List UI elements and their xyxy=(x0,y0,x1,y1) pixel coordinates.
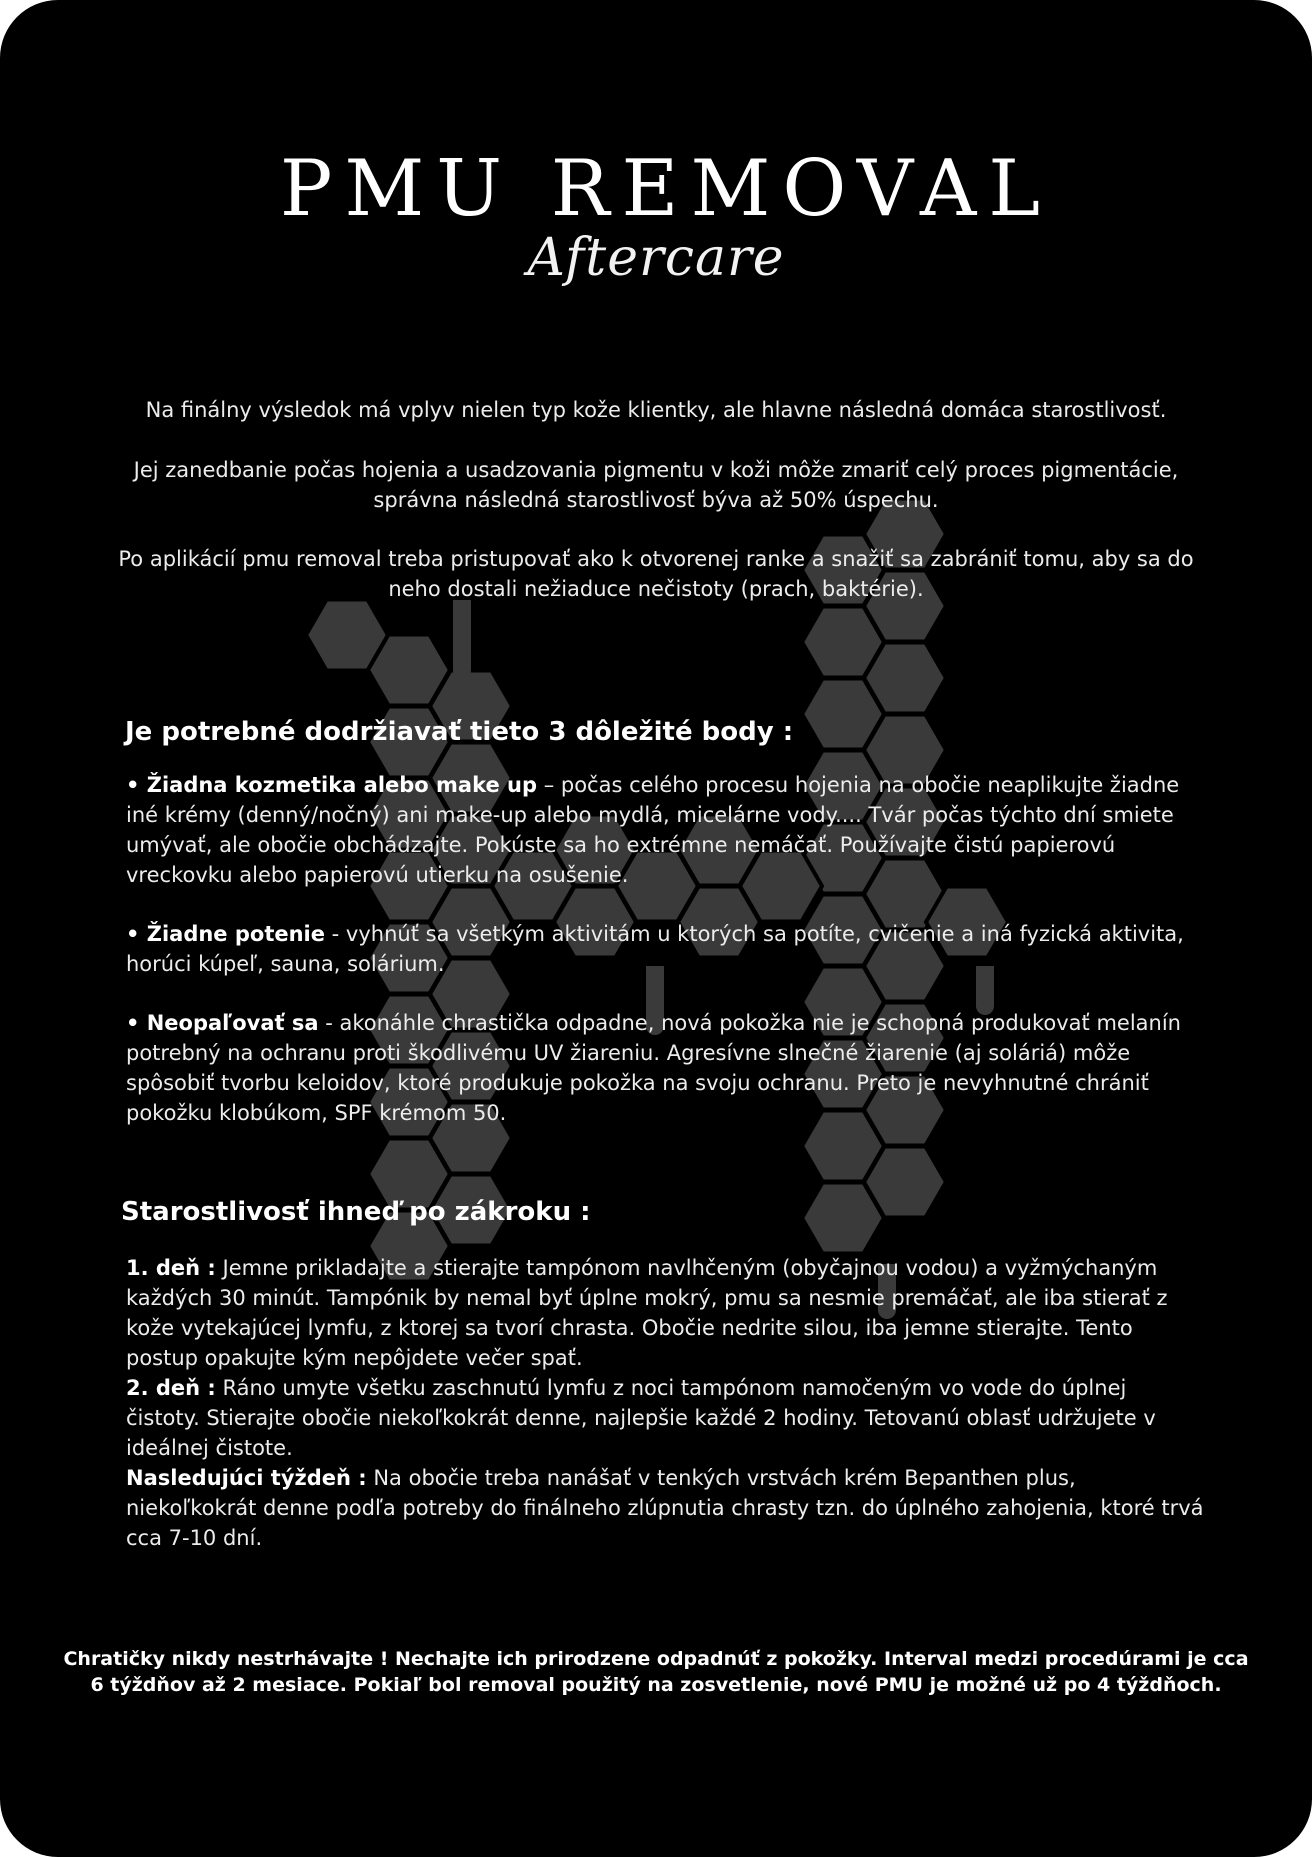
footer-note: Chratičky nikdy nestrhávajte ! Nechajte ich prirodzene odpadnúť z pokožky. Interval medzi procedúrami je cca 6 týždňov až 2 mesiace. Pokiaľ bol removal použitý na zosvetlenie, nové PMU je možné už po 4 týždňoch. xyxy=(63,1648,1249,1696)
intro-paragraph-2: Jej zanedbanie počas hojenia a usadzovania pigmentu v koži môže zmariť celý proces pigmentácie, správna následná starostlivosť býva až 50% úspechu. xyxy=(133,458,1179,512)
care-day-title: 1. deň : xyxy=(126,1256,216,1280)
honey-drip xyxy=(453,600,471,679)
care-day-text: Na obočie treba nanášať v tenkých vrstvách krém Bepanthen plus, niekoľkokrát denne podľa potreby do finálneho zlúpnutia chrasty tzn. do úplného zahojenia, ktoré trvá cca 7-10 dní. xyxy=(126,1466,1204,1550)
rule-title: • Žiadne potenie xyxy=(126,922,325,946)
rule-title: • Žiadna kozmetika alebo make up xyxy=(126,773,538,797)
intro-paragraph-1: Na finálny výsledok má vplyv nielen typ kože klientky, ale hlavne následná domáca starostlivosť. xyxy=(145,398,1167,422)
rule-text: – počas celého procesu hojenia na obočie neaplikujte žiadne iné krémy (denný/nočný) ani make-up alebo mydlá, micelárne vody.... Tvár počas týchto dní smiete umývať, ale obočie obchádzajte. Pokúste sa ho extrémne nemáčať. Používajte čistú papierovú vreckovku alebo papierovú utierku na osušenie. xyxy=(126,773,1180,887)
rule-text: - akonáhle chrastička odpadne, nová pokožka nie je schopná produkovať melanín potrebný na ochranu proti škodlivému UV žiareniu. Agresívne slnečné žiarenie (aj soláriá) môže spôsobiť tvorbu keloidov, ktoré produkuje pokožka na svoju ochranu. Preto je nevyhnutné chrániť pokožku klobúkom, SPF krémom 50. xyxy=(126,1011,1181,1125)
rule-item xyxy=(126,770,1206,890)
care-day-title: Nasledujúci týždeň : xyxy=(126,1466,367,1490)
care-day-text: Jemne prikladajte a stierajte tampónom navlhčeným (obyčajnou vodou) a vyžmýchaným každých 30 minút. Tampónik by nemal byť úplne mokrý, pmu sa nesmie premáčať, ale iba stierať z kože vytekajúcej lymfu, z ktorej sa tvorí chrasta. Obočie nedrite silou, iba jemne stierajte. Tento postup opakujte kým nepôjdete večer spať. xyxy=(126,1256,1168,1370)
rule-title: • Neopaľovať sa xyxy=(126,1011,319,1035)
care-day-text: Ráno umyte všetku zaschnutú lymfu z noci tampónom namočeným vo vode do úplnej čistoty. Stierajte obočie niekoľkokrát denne, najlepšie každé 2 hodiny. Tetovanú oblasť udržujete v ideálnej čistote. xyxy=(126,1376,1156,1460)
rule-text: - vyhnúť sa všetkým aktivitám u ktorých sa potíte, cvičenie a iná fyzická aktivita, horúci kúpeľ, sauna, solárium. xyxy=(126,922,1184,976)
rule-item xyxy=(126,919,1206,979)
honeycomb-cell xyxy=(864,643,946,714)
honeycomb-cell xyxy=(864,1147,946,1218)
care-steps xyxy=(126,1253,1206,1553)
care-day xyxy=(126,1373,1206,1463)
care-day xyxy=(126,1463,1206,1553)
page-title: PMU REMOVAL xyxy=(279,144,1053,234)
care-day xyxy=(126,1253,1206,1373)
care-heading: Starostlivosť ihneď po zákroku : xyxy=(121,1197,591,1227)
rule-item xyxy=(126,1008,1206,1128)
care-day-title: 2. deň : xyxy=(126,1376,216,1400)
page-subtitle: Aftercare xyxy=(527,228,785,288)
intro-paragraph-3: Po aplikácií pmu removal treba pristupovať ako k otvorenej ranke a snažiť sa zabrániť tomu, aby sa do neho dostali nežiaduce nečistoty (prach, baktérie). xyxy=(118,547,1194,601)
rules-heading: Je potrebné dodržiavať tieto 3 dôležité body : xyxy=(125,717,794,747)
